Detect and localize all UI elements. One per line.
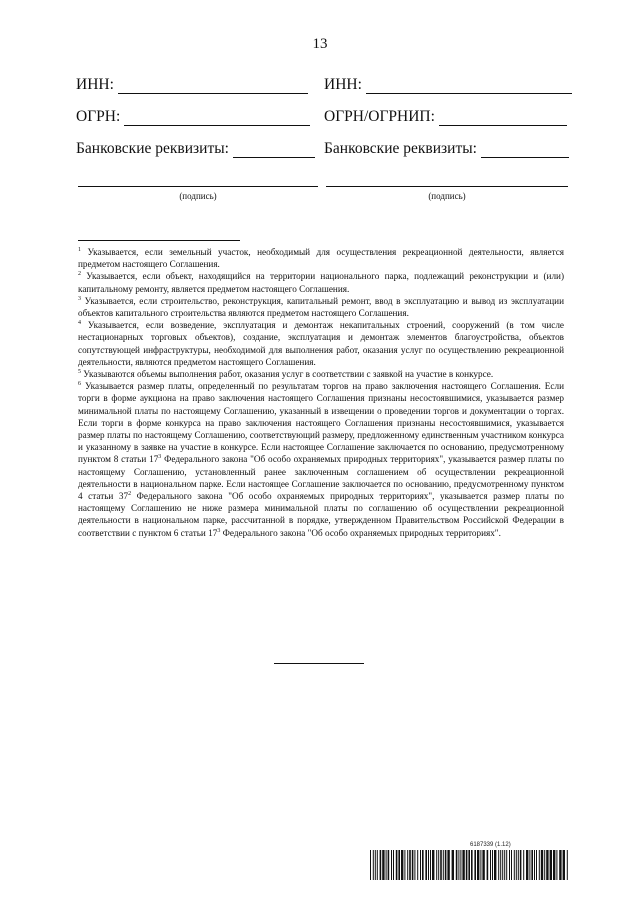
footnote <box>78 368 564 380</box>
inn-line-right <box>366 77 572 94</box>
footnote-text: Указывается размер платы, определенный по результатам торгов на право заключения настоящего Соглашения. Если торги в форме аукциона на право заключения настоящего Соглашения признаны несостоявшимися, указывается размер минимальной платы по настоящему Соглашению, указанный в извещении о проведении торгов и документации о торгах. Если торги в форме конкурса на право заключения настоящего Соглашения признаны несостоявшимися, указывается размер платы по настоящему Соглашению, соответствующий размеру, предложенному единственным участником конкурса и указанному в заявке на участие в конкурсе. Если настоящее Соглашение заключается по основанию, предусмотренному пунктом 8 статьи 17 <box>78 381 564 465</box>
footnote-text: Федерального закона "Об особо охраняемых природных территориях", указывается размер платы по настоящему Соглашению не ниже размера минимальной платы по соглашению об осуществлении рекреационной деятельности в национальном парке, рассчитанной в порядке, утвержденном Правительством Российской Федерации в соответствии с пунктом 6 статьи 17 <box>78 491 564 538</box>
footnote-superscript: 3 <box>217 527 221 534</box>
bank-left <box>76 140 315 158</box>
inn-line-left <box>118 77 308 94</box>
ogrn-label-right: ОГРН/ОГРНИП: <box>324 108 435 125</box>
footnote-number: 2 <box>78 271 81 278</box>
footnote-superscript: 3 <box>158 454 162 461</box>
bank-label-left: Банковские реквизиты: <box>76 140 229 157</box>
barcode <box>370 850 570 880</box>
page-number: 13 <box>312 36 328 52</box>
footnote-text: Указываются объемы выполнения работ, оказания услуг в соответствии с заявкой на участие в конкурсе. <box>83 369 494 380</box>
ogrn-row <box>76 108 576 130</box>
ogrn-line-right <box>439 109 567 126</box>
footnote-number: 4 <box>78 320 81 327</box>
ogrn-label-left: ОГРН: <box>76 108 121 125</box>
footnote-text: Федерального закона "Об особо охраняемых природных территориях", указывается размер платы по настоящему Соглашению, установленный ранее заключенным соглашением об осуществлении рекреационной деятельности в национальном парке. Если настоящее Соглашение заключается по основанию, предусмотренному пунктом 4 статьи 37 <box>78 454 564 502</box>
ogrn-line-left <box>124 109 310 126</box>
footnotes <box>78 246 564 539</box>
footnote <box>78 270 564 294</box>
inn-label-right: ИНН: <box>324 76 362 93</box>
footnote <box>78 246 564 270</box>
inn-row <box>76 76 576 98</box>
inn-label-left: ИНН: <box>76 76 114 93</box>
inn-right <box>324 76 572 94</box>
bank-label-right: Банковские реквизиты: <box>324 140 477 157</box>
bank-line-right <box>481 141 569 158</box>
footnote-number: 3 <box>78 295 81 302</box>
ogrn-right <box>324 108 567 126</box>
footnote-text: Указывается, если земельный участок, необходимый для осуществления рекреационной деятельности, является предметом настоящего Соглашения. <box>78 247 565 270</box>
footnote-text: Указывается, если объект, находящийся на территории национального парка, подлежащий реконструкции и (или) капитальному ремонту, является предметом настоящего Соглашения. <box>78 271 565 294</box>
footnote <box>78 319 564 368</box>
footnote-text: Указывается, если строительство, реконструкция, капитальный ремонт, ввод в эксплуатацию и вывод из эксплуатации объектов капитального строительства являются предметом настоящего Соглашения. <box>78 295 564 319</box>
ogrn-left <box>76 108 310 126</box>
footnote <box>78 295 564 319</box>
signature-label-left: (подпись) <box>179 191 217 201</box>
inn-left <box>76 76 308 94</box>
footnote-number: 5 <box>78 369 81 376</box>
signature-line-right <box>326 186 568 187</box>
footnote-divider <box>78 240 240 241</box>
bank-right <box>324 140 569 158</box>
bank-line-left <box>233 141 315 158</box>
signature-label-right: (подпись) <box>428 191 466 201</box>
signature-line-left <box>78 186 318 187</box>
footnote-superscript: 2 <box>128 491 132 498</box>
bank-row <box>76 140 576 162</box>
footnote-text: Федерального закона "Об особо охраняемых природных территориях". <box>220 527 501 538</box>
end-of-text-line <box>274 663 364 664</box>
footnote-number: 1 <box>78 247 81 253</box>
barcode-caption: 6187339 (1.12) <box>470 842 511 848</box>
footnote-text: Указывается, если возведение, эксплуатация и демонтаж некапитальных строений, сооружений (в том числе нестационарных торговых объектов), создание, эксплуатация и демонтаж элементов благоустройства, объектов сопутствующей инфраструктуры, необходимой для выполнения работ, оказания услуг по осуществлению рекреационной деятельности, являются предметом настоящего Соглашения. <box>78 320 564 367</box>
footnote <box>78 380 564 539</box>
footnote-number: 6 <box>78 381 81 388</box>
